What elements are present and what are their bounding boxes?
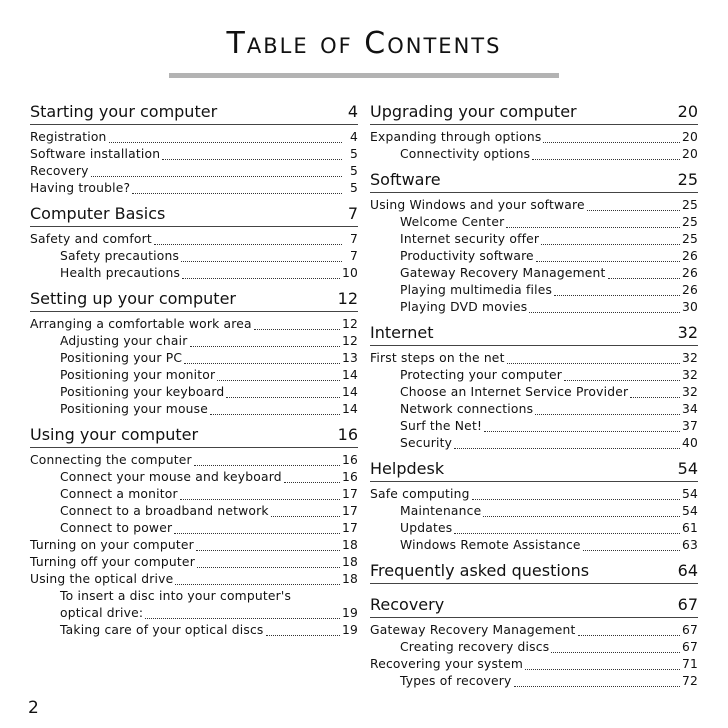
section-spacer	[370, 163, 698, 170]
section-heading[interactable]	[30, 102, 358, 125]
section-heading-page: 64	[677, 561, 698, 580]
toc-entry-title: Connect to power	[60, 521, 173, 535]
toc-entry-title: Software installation	[30, 147, 161, 161]
toc-entry-page: 13	[341, 351, 358, 365]
toc-entry-page: 10	[341, 266, 358, 280]
dot-leader	[554, 294, 680, 296]
toc-entry-page: 18	[341, 555, 358, 569]
toc-entry[interactable]	[370, 350, 698, 367]
page-title: Table of Contents	[226, 26, 502, 61]
section-heading[interactable]	[30, 204, 358, 227]
toc-entry-title: Recovering your system	[370, 657, 524, 671]
toc-entry[interactable]	[370, 622, 698, 639]
section-spacer	[30, 639, 358, 646]
toc-entry-page: 20	[681, 147, 698, 161]
toc-entry-title: Safety and comfort	[30, 232, 152, 246]
toc-entry-title: Protecting your computer	[400, 368, 563, 382]
toc-section-recovery	[370, 595, 698, 690]
toc-entry-title: Expanding through options	[370, 130, 542, 144]
dot-leader	[541, 243, 680, 245]
toc-entry-title: Adjusting your chair	[60, 334, 188, 348]
toc-section-frequently-asked-questions	[370, 561, 698, 584]
dot-leader	[210, 413, 340, 415]
dot-leader	[184, 362, 340, 364]
toc-entry-title: Surf the Net!	[400, 419, 483, 433]
dot-leader	[190, 345, 340, 347]
toc-entry-title: Creating recovery discs	[400, 640, 550, 654]
dot-leader	[484, 430, 680, 432]
toc-entry[interactable]	[30, 367, 358, 384]
section-heading[interactable]	[370, 561, 698, 584]
page-number: 2	[28, 698, 39, 718]
section-spacer	[370, 690, 698, 697]
toc-entry[interactable]	[370, 537, 698, 554]
toc-entry[interactable]	[30, 588, 358, 605]
toc-section-helpdesk	[370, 459, 698, 554]
toc-entry-page: 17	[341, 504, 358, 518]
toc-entry[interactable]	[30, 537, 358, 554]
toc-entry-page: 12	[341, 317, 358, 331]
toc-entry[interactable]	[30, 503, 358, 520]
toc-entry[interactable]	[30, 146, 358, 163]
toc-entry-title: Using Windows and your software	[370, 198, 585, 212]
toc-entry-title: Arranging a comfortable work area	[30, 317, 252, 331]
dot-leader	[529, 311, 680, 313]
toc-entry[interactable]	[370, 129, 698, 146]
toc-entry[interactable]	[370, 384, 698, 401]
dot-leader	[254, 328, 340, 330]
dot-leader	[194, 464, 340, 466]
toc-entry[interactable]	[370, 367, 698, 384]
toc-entry[interactable]	[30, 401, 358, 418]
dot-leader	[608, 277, 680, 279]
toc-entry-title: Taking care of your optical discs	[60, 623, 264, 637]
section-heading[interactable]	[370, 595, 698, 618]
toc-entry-page: 25	[681, 198, 698, 212]
toc-entry[interactable]	[370, 639, 698, 656]
toc-entry-title: Gateway Recovery Management	[370, 623, 576, 637]
toc-entry-title: Network connections	[400, 402, 534, 416]
section-heading-page: 67	[677, 595, 698, 614]
section-heading[interactable]	[370, 323, 698, 346]
toc-entry-page: 30	[681, 300, 698, 314]
toc-entry-title: Choose an Internet Service Provider	[400, 385, 629, 399]
dot-leader	[583, 549, 680, 551]
toc-section-upgrading-your-computer	[370, 102, 698, 163]
toc-entry-title: Turning on your computer	[30, 538, 194, 552]
section-spacer	[30, 197, 358, 204]
dot-leader	[182, 277, 340, 279]
section-heading-title: Recovery	[370, 595, 445, 614]
toc-entry-title: Positioning your mouse	[60, 402, 209, 416]
toc-entry-title: Using the optical drive	[30, 572, 174, 586]
toc-entry[interactable]	[30, 571, 358, 588]
toc-entry-page: 18	[341, 538, 358, 552]
dot-leader	[196, 549, 340, 551]
toc-entry-page: 26	[681, 283, 698, 297]
toc-entry-page: 14	[341, 368, 358, 382]
toc-entry[interactable]	[30, 384, 358, 401]
toc-entry[interactable]	[30, 605, 358, 622]
dot-leader	[472, 498, 680, 500]
dot-leader	[175, 583, 340, 585]
dot-leader	[145, 617, 340, 619]
section-spacer	[370, 554, 698, 561]
toc-entry[interactable]	[370, 231, 698, 248]
dot-leader	[154, 243, 342, 245]
toc-entry-title: Playing multimedia files	[400, 283, 553, 297]
section-heading-page: 4	[347, 102, 358, 121]
toc-section-setting-up-your-computer	[30, 289, 358, 418]
toc-entry-title: Windows Remote Assistance	[400, 538, 581, 552]
toc-entry-title: Registration	[30, 130, 107, 144]
section-spacer	[30, 282, 358, 289]
toc-entry[interactable]	[30, 316, 358, 333]
toc-entry-page: 19	[341, 606, 358, 620]
toc-entry[interactable]	[370, 282, 698, 299]
toc-entry[interactable]	[370, 146, 698, 163]
dot-leader	[506, 226, 680, 228]
toc-entry-title: Maintenance	[400, 504, 482, 518]
toc-entry-title: Updates	[400, 521, 453, 535]
toc-entry-page: 40	[681, 436, 698, 450]
section-heading-title: Frequently asked questions	[370, 561, 590, 580]
toc-entry[interactable]	[30, 469, 358, 486]
toc-entry[interactable]	[30, 554, 358, 571]
toc-section-using-your-computer	[30, 425, 358, 639]
dot-leader	[174, 532, 340, 534]
dot-leader	[535, 413, 680, 415]
dot-leader	[217, 379, 340, 381]
toc-entry[interactable]	[30, 265, 358, 282]
section-heading-title: Upgrading your computer	[370, 102, 577, 121]
dot-leader	[197, 566, 340, 568]
toc-entry[interactable]	[370, 299, 698, 316]
toc-entry-title: To insert a disc into your computer's	[60, 589, 292, 603]
toc-entry[interactable]	[30, 129, 358, 146]
dot-leader	[226, 396, 340, 398]
toc-entry-page: 5	[349, 147, 358, 161]
dot-leader	[454, 447, 680, 449]
toc-entry-page: 14	[341, 402, 358, 416]
toc-entry[interactable]	[30, 452, 358, 469]
toc-entry-page: 71	[681, 657, 698, 671]
section-heading-title: Using your computer	[30, 425, 199, 444]
dot-leader	[162, 158, 342, 160]
section-heading-title: Starting your computer	[30, 102, 218, 121]
toc-entry-page: 54	[681, 504, 698, 518]
toc-entry[interactable]	[30, 248, 358, 265]
toc-entry-page: 34	[681, 402, 698, 416]
toc-entry-page: 54	[681, 487, 698, 501]
toc-entry-title: Having trouble?	[30, 181, 131, 195]
toc-entry[interactable]	[370, 418, 698, 435]
toc-entry[interactable]	[370, 248, 698, 265]
toc-entry-page: 18	[341, 572, 358, 586]
toc-section-starting-your-computer	[30, 102, 358, 197]
section-heading-page: 16	[337, 425, 358, 444]
toc-entry-title: Positioning your PC	[60, 351, 183, 365]
toc-entry-page: 5	[349, 181, 358, 195]
toc-entry-page: 7	[349, 232, 358, 246]
toc-entry-title: Positioning your keyboard	[60, 385, 225, 399]
toc-entry[interactable]	[370, 656, 698, 673]
toc-entry-title: Gateway Recovery Management	[400, 266, 606, 280]
toc-entry-page: 12	[341, 334, 358, 348]
toc-entry-page: 7	[349, 249, 358, 263]
section-heading-page: 25	[677, 170, 698, 189]
dot-leader	[536, 260, 680, 262]
toc-entry-page: 32	[681, 351, 698, 365]
section-spacer	[370, 316, 698, 323]
toc-entry-page: 32	[681, 368, 698, 382]
dot-leader	[507, 362, 680, 364]
section-spacer	[30, 418, 358, 425]
dot-leader	[271, 515, 340, 517]
section-heading-title: Helpdesk	[370, 459, 445, 478]
dot-leader	[630, 396, 680, 398]
toc-entry-title: Positioning your monitor	[60, 368, 216, 382]
toc-entry-page: 16	[341, 453, 358, 467]
toc-entry-page: 16	[341, 470, 358, 484]
toc-entry[interactable]	[370, 214, 698, 231]
toc-entry-page: 20	[681, 130, 698, 144]
section-heading[interactable]	[370, 102, 698, 125]
toc-entry-page: 5	[349, 164, 358, 178]
section-heading-title: Internet	[370, 323, 434, 342]
section-heading[interactable]	[30, 289, 358, 312]
toc-entry-page: 25	[681, 232, 698, 246]
section-heading-page: 32	[677, 323, 698, 342]
toc-entry[interactable]	[30, 180, 358, 197]
toc-section-internet	[370, 323, 698, 452]
toc-entry[interactable]	[370, 401, 698, 418]
section-heading[interactable]	[370, 459, 698, 482]
dot-leader	[587, 209, 680, 211]
dot-leader	[91, 175, 342, 177]
toc-entry[interactable]	[370, 673, 698, 690]
toc-entry-page: 61	[681, 521, 698, 535]
toc-entry-page: 67	[681, 623, 698, 637]
section-spacer	[370, 588, 698, 595]
section-heading-title: Setting up your computer	[30, 289, 236, 308]
toc-entry-title: Connect to a broadband network	[60, 504, 269, 518]
section-spacer	[370, 452, 698, 459]
toc-entry-page: 25	[681, 215, 698, 229]
section-heading-page: 54	[677, 459, 698, 478]
toc-entry[interactable]	[370, 503, 698, 520]
section-heading-page: 7	[347, 204, 358, 223]
toc-entry-page: 72	[681, 674, 698, 688]
dot-leader	[578, 634, 680, 636]
section-heading-page: 20	[677, 102, 698, 121]
toc-entry[interactable]	[30, 163, 358, 180]
toc-left-column	[30, 102, 358, 646]
dot-leader	[514, 685, 680, 687]
title-underline	[169, 73, 559, 78]
toc-entry-title: Connecting the computer	[30, 453, 192, 467]
dot-leader	[181, 260, 342, 262]
toc-section-software	[370, 170, 698, 316]
toc-section-computer-basics	[30, 204, 358, 282]
section-heading[interactable]	[30, 425, 358, 448]
toc-entry-title: Internet security offer	[400, 232, 540, 246]
dot-leader	[564, 379, 680, 381]
toc-entry-page: 17	[341, 521, 358, 535]
toc-entry[interactable]	[30, 231, 358, 248]
section-heading[interactable]	[370, 170, 698, 193]
toc-entry-title: Turning off your computer	[30, 555, 195, 569]
dot-leader	[266, 634, 340, 636]
toc-entry-page: 26	[681, 266, 698, 280]
toc-entry-page: 63	[681, 538, 698, 552]
dot-leader	[483, 515, 680, 517]
dot-leader	[551, 651, 680, 653]
dot-leader	[543, 141, 680, 143]
toc-entry-title: Playing DVD movies	[400, 300, 528, 314]
toc-entry-page: 37	[681, 419, 698, 433]
toc-entry-title: Productivity software	[400, 249, 534, 263]
section-heading-title: Software	[370, 170, 441, 189]
toc-entry[interactable]	[30, 486, 358, 503]
dot-leader	[525, 668, 680, 670]
toc-entry-title: Safety precautions	[60, 249, 180, 263]
toc-entry-title: Recovery	[30, 164, 89, 178]
toc-entry-title: Health precautions	[60, 266, 181, 280]
dot-leader	[132, 192, 342, 194]
dot-leader	[284, 481, 340, 483]
toc-entry-title: Connect your mouse and keyboard	[60, 470, 282, 484]
dot-leader	[532, 158, 680, 160]
toc-entry-title: Safe computing	[370, 487, 470, 501]
toc-entry-page: 67	[681, 640, 698, 654]
toc-entry-title: Connect a monitor	[60, 487, 178, 501]
toc-entry[interactable]	[30, 333, 358, 350]
toc-entry-title: Security	[400, 436, 453, 450]
section-heading-title: Computer Basics	[30, 204, 166, 223]
dot-leader	[180, 498, 340, 500]
toc-entry-title: optical drive:	[60, 606, 144, 620]
toc-entry-page: 4	[349, 130, 358, 144]
dot-leader	[109, 141, 342, 143]
toc-entry-page: 14	[341, 385, 358, 399]
toc-entry[interactable]	[30, 622, 358, 639]
toc-entry-page: 26	[681, 249, 698, 263]
toc-entry[interactable]	[370, 435, 698, 452]
section-heading-page: 12	[337, 289, 358, 308]
toc-entry-page: 19	[341, 623, 358, 637]
toc-entry[interactable]	[370, 197, 698, 214]
toc-entry-page: 17	[341, 487, 358, 501]
toc-entry[interactable]	[370, 520, 698, 537]
dot-leader	[454, 532, 680, 534]
toc-entry[interactable]	[370, 265, 698, 282]
toc-entry-page: 32	[681, 385, 698, 399]
toc-entry-title: Welcome Center	[400, 215, 505, 229]
toc-entry[interactable]	[370, 486, 698, 503]
toc-right-column	[370, 102, 698, 697]
toc-entry[interactable]	[30, 350, 358, 367]
toc-entry-title: First steps on the net	[370, 351, 505, 365]
toc-entry[interactable]	[30, 520, 358, 537]
toc-entry-title: Types of recovery	[400, 674, 512, 688]
toc-entry-title: Connectivity options	[400, 147, 531, 161]
